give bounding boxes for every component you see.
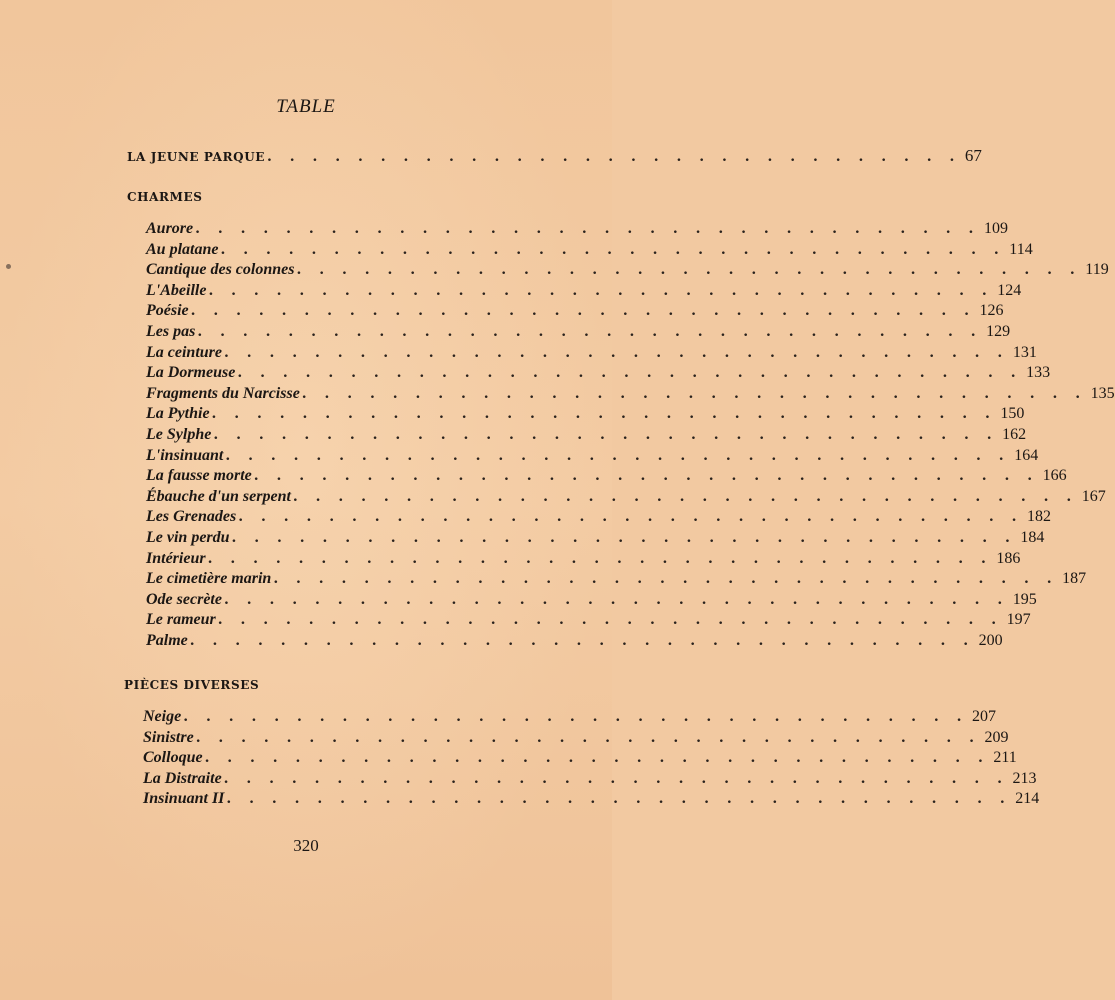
toc-entry-label: Colloque xyxy=(143,749,203,767)
toc-entry-page: 211 xyxy=(993,749,1017,767)
toc-entry-label: L'insinuant xyxy=(146,446,224,464)
toc-entry-label: Cantique des colonnes xyxy=(146,261,295,279)
toc-entry-label: La Dormeuse xyxy=(146,364,236,382)
toc-entry-page: 214 xyxy=(1015,790,1040,808)
toc-entry xyxy=(146,487,1106,509)
toc-entry xyxy=(146,240,1033,262)
toc-entry-page: 124 xyxy=(997,281,1022,299)
toc-entry-label: Le vin perdu xyxy=(146,529,230,546)
toc-entry xyxy=(146,570,1087,591)
dot-leader: . . . . . . . . . . . . . . . . . . . . . . . . . . . . . . . . . . . xyxy=(223,591,1009,608)
toc-entry-page: 135 xyxy=(1090,384,1115,402)
toc-entry-label: Insinuant II xyxy=(143,790,225,808)
toc-entry-page: 119 xyxy=(1085,261,1109,279)
toc-entry-page: 162 xyxy=(1002,426,1027,443)
dot-leader: . . . . . . . . . . . . . . . . . . . . . . . . . . . . . . . . . . . xyxy=(195,729,981,746)
toc-entry-label: Aurore xyxy=(146,220,194,237)
dot-leader: . . . . . . . . . . . . . . . . . . . . . . . . . . . . . . . . . . . xyxy=(211,406,997,423)
toc-entry-page: 129 xyxy=(986,323,1011,340)
toc-entry-page: 164 xyxy=(1014,446,1039,464)
toc-entry xyxy=(146,261,1109,282)
dot-leader: . . . . . . . . . . . . . . . . . . . . . . . . . . . . . . . . . . . xyxy=(195,221,980,237)
toc-entry xyxy=(146,549,1021,571)
toc-entry-page: 207 xyxy=(972,708,997,725)
toc-entry-label: Ode secrète xyxy=(146,590,222,608)
toc-entry xyxy=(143,708,997,729)
dot-leader: . . . . . . . . . . . . . . . . . . . . . . . . . . . . . . . . . . . xyxy=(231,530,1017,546)
toc-entry xyxy=(146,220,1008,241)
toc-entry-label: Ébauche d'un serpent xyxy=(146,487,291,505)
toc-entry-page: 186 xyxy=(996,549,1021,567)
toc-entry xyxy=(146,467,1067,488)
toc-entry xyxy=(146,323,1011,344)
toc-entry xyxy=(143,728,1009,750)
toc-entry-page: 131 xyxy=(1012,343,1037,361)
ink-speck xyxy=(6,264,11,269)
toc-entry xyxy=(143,749,1017,770)
dot-leader: . . . . . . . . . . . . . . . . . . . . . . . . . . . . . . . . . . . xyxy=(183,709,969,725)
toc-entry-label: Intérieur xyxy=(146,549,206,567)
section-heading-pieces-diverses: PIÈCES DIVERSES xyxy=(124,678,260,692)
toc-entry-label: Sinistre xyxy=(143,728,194,746)
toc-entry-page: 195 xyxy=(1012,590,1037,608)
toc-entry-label: Les Grenades xyxy=(146,508,237,526)
toc-entry-page: 67 xyxy=(964,146,982,165)
dot-leader: . . . . . . . . . . . . . . . . . . . . . . . . . . . . . . . . . . . xyxy=(224,344,1009,361)
dot-leader: . . . . . . . . . . . . . . . . . . . . . . . . . . . . . . . . . . . xyxy=(301,385,1087,402)
toc-entry xyxy=(146,343,1037,365)
toc-entry xyxy=(146,446,1039,468)
toc-entry-label: Le cimetière marin xyxy=(146,570,272,588)
dot-leader: . . . . . . . . . . . . . . . . . . . . . . . . . . . . . . . . . . . xyxy=(213,427,999,443)
toc-entry-page: 187 xyxy=(1062,570,1087,588)
toc-entry-page: 209 xyxy=(984,728,1009,746)
dot-leader: . . . . . . . . . . . . . . . . . . . . . . . . . . . . . . . . . . . xyxy=(204,750,990,767)
toc-entry xyxy=(146,281,1022,303)
toc-entry-page: 109 xyxy=(983,220,1008,237)
toc-entry xyxy=(146,302,1004,323)
toc-entry xyxy=(146,611,1031,632)
dot-leader: . . . . . . . . . . . . . . . . . . . . . . . . . . . . . . . . . . . xyxy=(197,324,983,340)
toc-entry xyxy=(143,769,1037,791)
toc-entry-label: L'Abeille xyxy=(146,281,207,299)
toc-entry-page: 197 xyxy=(1006,611,1031,629)
dot-leader: . . . . . . . . . . . . . . . . . . . . . . . . . . . . . . . . . . . xyxy=(208,282,994,299)
page-title: TABLE xyxy=(276,96,336,117)
dot-leader: . . . . . . . . . . . . . . . . . . . . . . . . . . . . . . . xyxy=(267,149,961,165)
dot-leader: . . . . . . . . . . . . . . . . . . . . . . . . . . . . . . . . . . . xyxy=(273,571,1059,588)
toc-entry xyxy=(146,405,1025,426)
toc-entry-label: LA JEUNE PARQUE xyxy=(127,150,266,164)
dot-leader: . . . . . . . . . . . . . . . . . . . . . . . . . . . . . . . . . . . xyxy=(223,770,1009,787)
dot-leader: . . . . . . . . . . . . . . . . . . . . . . . . . . . . . . . . . . . xyxy=(189,633,975,649)
section-heading-charmes: CHARMES xyxy=(127,190,203,204)
toc-entry xyxy=(146,426,1027,447)
toc-entry-page: 114 xyxy=(1009,240,1033,258)
toc-entry-label: Le rameur xyxy=(146,611,216,629)
toc-entry-page: 150 xyxy=(1000,405,1025,423)
toc-entry-page: 184 xyxy=(1020,529,1045,546)
dot-leader: . . . . . . . . . . . . . . . . . . . . . . . . . . . . . . . . . . . xyxy=(253,468,1039,485)
toc-entry-page: 166 xyxy=(1042,467,1067,485)
toc-entry-page: 167 xyxy=(1081,487,1106,505)
page-number: 320 xyxy=(293,836,319,855)
toc-entry xyxy=(146,384,1115,406)
toc-entry-page: 200 xyxy=(978,632,1003,649)
toc-entry xyxy=(146,508,1052,529)
dot-leader: . . . . . . . . . . . . . . . . . . . . . . . . . . . . . . . . . . . xyxy=(207,550,993,567)
toc-entry-label: La Pythie xyxy=(146,405,210,423)
toc-entry xyxy=(146,632,1003,653)
toc-entry xyxy=(143,790,1040,811)
toc-entry-label: La fausse morte xyxy=(146,467,252,485)
toc-entry-label: Le Sylphe xyxy=(146,426,212,443)
toc-entry-label: Neige xyxy=(143,708,182,725)
dot-leader: . . . . . . . . . . . . . . . . . . . . . . . . . . . . . . . . . . . xyxy=(238,509,1024,526)
dot-leader: . . . . . . . . . . . . . . . . . . . . . . . . . . . . . . . . . . . xyxy=(237,365,1023,382)
dot-leader: . . . . . . . . . . . . . . . . . . . . . . . . . . . . . . . . . . . xyxy=(190,303,976,320)
toc-entry-label: Palme xyxy=(146,632,188,649)
dot-leader: . . . . . . . . . . . . . . . . . . . . . . . . . . . . . . . . . . . xyxy=(225,447,1011,464)
dot-leader: . . . . . . . . . . . . . . . . . . . . . . . . . . . . . . . . . . . xyxy=(217,612,1003,629)
toc-entry-label: Poésie xyxy=(146,302,189,320)
toc-entry-label: Les pas xyxy=(146,323,196,340)
toc-entry-page: 133 xyxy=(1026,364,1051,382)
dot-leader: . . . . . . . . . . . . . . . . . . . . . . . . . . . . . . . . . . . xyxy=(220,241,1006,258)
toc-entry xyxy=(146,529,1045,550)
dot-leader: . . . . . . . . . . . . . . . . . . . . . . . . . . . . . . . . . . . xyxy=(292,488,1078,505)
toc-entry-page: 182 xyxy=(1027,508,1052,526)
toc-entry-page: 213 xyxy=(1012,769,1037,787)
dot-leader: . . . . . . . . . . . . . . . . . . . . . . . . . . . . . . . . . . . xyxy=(296,262,1082,279)
toc-entry xyxy=(146,590,1037,612)
dot-leader: . . . . . . . . . . . . . . . . . . . . . . . . . . . . . . . . . . . xyxy=(226,791,1012,808)
toc-entry-label: Fragments du Narcisse xyxy=(146,384,300,402)
toc-entry-page: 126 xyxy=(979,302,1004,320)
toc-entry-la-jeune-parque xyxy=(127,146,982,167)
toc-entry-label: La ceinture xyxy=(146,343,222,361)
toc-entry-label: Au platane xyxy=(146,240,219,258)
toc-entry xyxy=(146,364,1051,385)
toc-entry-label: La Distraite xyxy=(143,769,222,787)
